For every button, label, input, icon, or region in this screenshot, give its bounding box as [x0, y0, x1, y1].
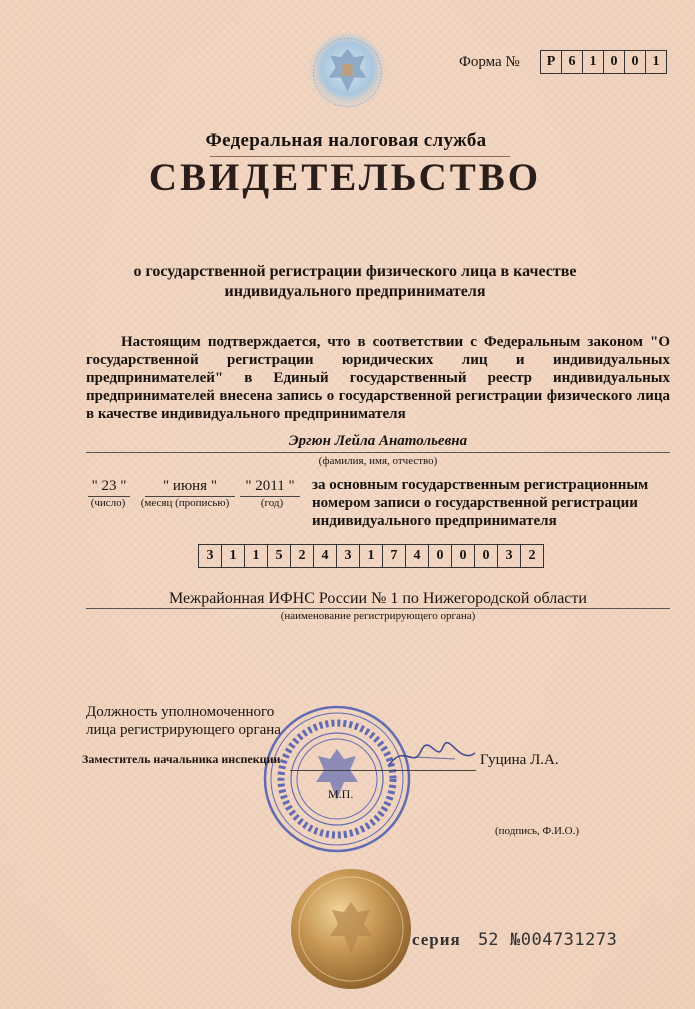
subtitle-line: о государственной регистрации физического лица в качестве: [133, 263, 577, 280]
coat-of-arms-emblem-icon: [305, 30, 390, 115]
series-label: серия: [412, 930, 461, 949]
registration-number-description: [312, 476, 672, 530]
signatory-name: Гуцина Л.А.: [480, 752, 559, 768]
year-caption: (год): [260, 497, 284, 509]
ogrnip-digit: 2: [520, 545, 543, 567]
certification-statement: Настоящим подтверждается, что в соответствии с Федеральным законом "О государственной регистрации юридических лиц и индивидуальных предпринимателей" в Единый государственный реестр индивидуальных предпринимателей внесена запись о государственной регистрации физического лица в качестве индивидуального предпринимателя: [86, 334, 670, 422]
document-title: СВИДЕТЕЛЬСТВО: [148, 156, 542, 199]
registration-day: " 23 ": [88, 478, 130, 497]
person-name-caption: (фамилия, имя, отчество): [318, 455, 438, 467]
ogrnip-digit: 0: [474, 545, 497, 567]
authority-underline: [86, 608, 670, 609]
ogrnip-number-boxes: [198, 544, 544, 568]
series-value: 52: [478, 930, 499, 950]
position-caption-line: лица регистрирующего органа: [86, 722, 281, 738]
person-name-underline: [86, 452, 670, 453]
registering-authority-name: Межрайонная ИФНС России № 1 по Нижегородской области: [169, 590, 587, 607]
gold-seal-icon: [290, 868, 412, 990]
ogrnip-digit: 7: [382, 545, 405, 567]
authority-caption: (наименование регистрирующего органа): [280, 610, 476, 622]
subtitle-line: индивидуального предпринимателя: [224, 283, 486, 300]
registration-year: " 2011 ": [240, 478, 300, 497]
form-number-boxes: [540, 50, 667, 74]
seal-place-label: М.П.: [328, 787, 354, 801]
registration-text-line: индивидуального предпринимателя: [312, 513, 557, 529]
month-caption: (месяц (прописью): [140, 497, 230, 509]
document-subtitle: [80, 262, 630, 302]
form-code-digit: 6: [561, 51, 582, 73]
official-stamp-icon: [262, 704, 412, 854]
ogrnip-digit: 3: [336, 545, 359, 567]
position-caption-line: Должность уполномоченного: [86, 704, 275, 720]
signatory-position: Заместитель начальника инспекции: [82, 752, 281, 766]
ogrnip-digit: 4: [313, 545, 336, 567]
ogrnip-digit: 1: [244, 545, 267, 567]
ogrnip-digit: 0: [428, 545, 451, 567]
certificate-number: №004731273: [510, 930, 618, 950]
ogrnip-digit: 1: [359, 545, 382, 567]
registration-month: " июня ": [145, 478, 235, 497]
person-full-name: Эргюн Лейла Анатольевна: [288, 433, 468, 449]
ogrnip-digit: 4: [405, 545, 428, 567]
ogrnip-digit: 2: [290, 545, 313, 567]
form-code-digit: 0: [603, 51, 624, 73]
registration-text-line: за основным государственным регистрационным: [312, 477, 649, 493]
form-number-label: Форма №: [459, 54, 520, 70]
form-code-digit: 1: [582, 51, 603, 73]
signature-line: [290, 770, 476, 771]
form-code-digit: Р: [546, 54, 556, 69]
ogrnip-digit: 0: [451, 545, 474, 567]
ogrnip-digit: 1: [221, 545, 244, 567]
signature-caption: (подпись, Ф.И.О.): [495, 825, 579, 837]
form-code-digit: 0: [624, 51, 645, 73]
handwritten-signature-icon: [385, 735, 480, 775]
day-caption: (число): [90, 497, 126, 509]
ogrnip-digit: 3: [206, 548, 214, 563]
issuing-service-name: Федеральная налоговая служба: [205, 130, 487, 151]
registration-text-line: номером записи о государственной регистрации: [312, 495, 638, 511]
position-caption: [86, 703, 281, 739]
form-code-digit: 1: [645, 51, 666, 73]
ogrnip-digit: 3: [497, 545, 520, 567]
ogrnip-digit: 5: [267, 545, 290, 567]
